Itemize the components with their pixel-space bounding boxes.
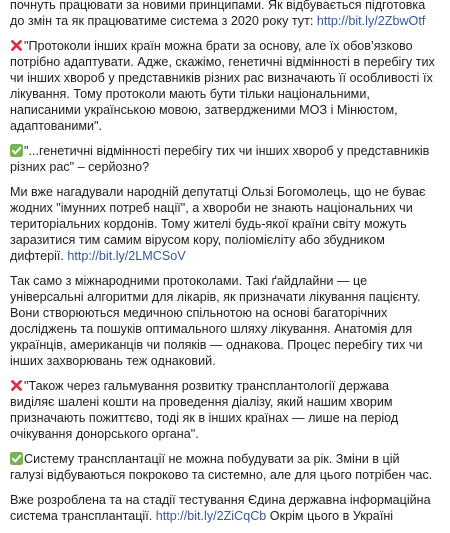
- text-segment: чи інших хвороб у представників різних рас визначають її особливості їх: [10, 71, 433, 85]
- text-line: [10, 353, 446, 369]
- text-line: [10, 273, 446, 289]
- text-line: [10, 143, 446, 159]
- text-line: [10, 508, 446, 524]
- post-text: [10, 0, 446, 533]
- text-segment: жодних "імунних потреб нації", а хвороби не знають національних чи: [10, 201, 413, 215]
- text-segment: Систему трансплантації не можна побудувати за рік. Зміни в цій: [24, 452, 400, 466]
- text-line: [10, 321, 446, 337]
- text-segment: українців, американців чи поляків — однакова. Процес перебігу тих чи: [10, 338, 423, 352]
- text-line: [10, 289, 446, 305]
- text-line: [10, 70, 446, 86]
- text-segment: призначають пожиттєво, тоді як в інших країнах — лише на період: [10, 411, 399, 425]
- text-segment: до змін та як працюватиме система з 2020 року тут:: [10, 14, 317, 28]
- short-link[interactable]: http://bit.ly/2ZbwOtf: [316, 14, 426, 28]
- text-line: [10, 38, 446, 54]
- text-line: [10, 451, 446, 467]
- text-line: [10, 248, 446, 264]
- text-segment: очікування донорського органа".: [10, 427, 199, 441]
- text-segment: "Протоколи інших країн можна брати за основу, але їх обов’язково: [24, 39, 413, 53]
- text-segment: різних рас" – серйозно?: [10, 160, 150, 174]
- text-line: [10, 232, 446, 248]
- text-line: [10, 184, 446, 200]
- text-line: [10, 200, 446, 216]
- check-mark-button-icon: [10, 452, 23, 465]
- text-segment: Вони створюються медичною спільнотою на основі багаторічних: [10, 306, 388, 320]
- text-segment: адаптованими".: [10, 119, 103, 133]
- text-segment: почнуть працювати за новими принципами. Як відбувається підготовка: [10, 0, 426, 12]
- text-segment: інших захворювань теж однаковий.: [10, 354, 216, 368]
- text-segment: "Також через гальмування розвитку трансплантології держава: [24, 379, 390, 393]
- text-line: [10, 410, 446, 426]
- text-segment: територіальних кордонів. Тому жителі будь-якої країни світу можуть: [10, 217, 407, 231]
- text-line: [10, 118, 446, 134]
- text-line: [10, 305, 446, 321]
- text-segment: Вже розроблена та на стадії тестування Єдина державна інформаційна: [10, 493, 431, 507]
- post-paragraph: [10, 143, 446, 175]
- text-line: [10, 378, 446, 394]
- post-paragraph: [10, 451, 446, 483]
- text-line: [10, 216, 446, 232]
- short-link[interactable]: http://bit.ly/2LMCSoV: [67, 249, 186, 263]
- text-line: [10, 13, 446, 29]
- text-line: [10, 426, 446, 442]
- post-paragraph: [10, 378, 446, 442]
- text-line: [10, 159, 446, 175]
- post-paragraph: [10, 184, 446, 264]
- text-line: [10, 54, 446, 70]
- text-segment: Так само з міжнародними протоколами. Такі ґайдлайни — це: [10, 274, 368, 288]
- text-segment: "...генетичні відмінності перебігу тих чи інших хвороб у представників: [24, 144, 430, 158]
- text-line: [10, 337, 446, 353]
- text-line: [10, 492, 446, 508]
- text-line: [10, 102, 446, 118]
- text-line: [10, 467, 446, 483]
- text-line: [10, 0, 446, 13]
- post-paragraph: [10, 38, 446, 134]
- short-link[interactable]: http://bit.ly/2ZiCqCb: [155, 509, 267, 523]
- text-segment: досліджень та пошуків оптимального шляху лікування. Анатомія для: [10, 322, 413, 336]
- cross-mark-icon: [10, 379, 23, 392]
- text-segment: виділяє шалені кошти на проведення діалізу, який нашим хворим: [10, 395, 393, 409]
- check-mark-button-icon: [10, 144, 23, 157]
- text-segment: галузі відбуваються покроково та системно, але для цього потрібен час.: [10, 468, 433, 482]
- text-line: [10, 86, 446, 102]
- text-segment: заразитися тим самим вірусом кору, поліомієліту або збудником: [10, 233, 385, 247]
- text-segment: універсальні алгоритми для лікарів, як призначати лікування пацієнту.: [10, 290, 421, 304]
- text-segment: лікування. Тому протоколи мають бути тільки національними,: [10, 87, 370, 101]
- text-segment: Ми вже нагадували народній депутатці Ользі Богомолець, що не буває: [10, 185, 426, 199]
- post-paragraph: [10, 0, 446, 29]
- post-paragraph: [10, 273, 446, 369]
- text-segment: дифтерії.: [10, 249, 68, 263]
- post-paragraph: [10, 492, 446, 524]
- text-line: [10, 394, 446, 410]
- text-segment: Окрім цього в Україні: [266, 509, 394, 523]
- text-segment: система трансплантації.: [10, 509, 156, 523]
- cross-mark-icon: [10, 39, 23, 52]
- text-segment: потрібно адаптувати. Адже, скажімо, генетичні відмінності в перебігу тих: [10, 55, 435, 69]
- text-segment: написаними українською мовою, затвердженими МОЗ і Мінюстом,: [10, 103, 398, 117]
